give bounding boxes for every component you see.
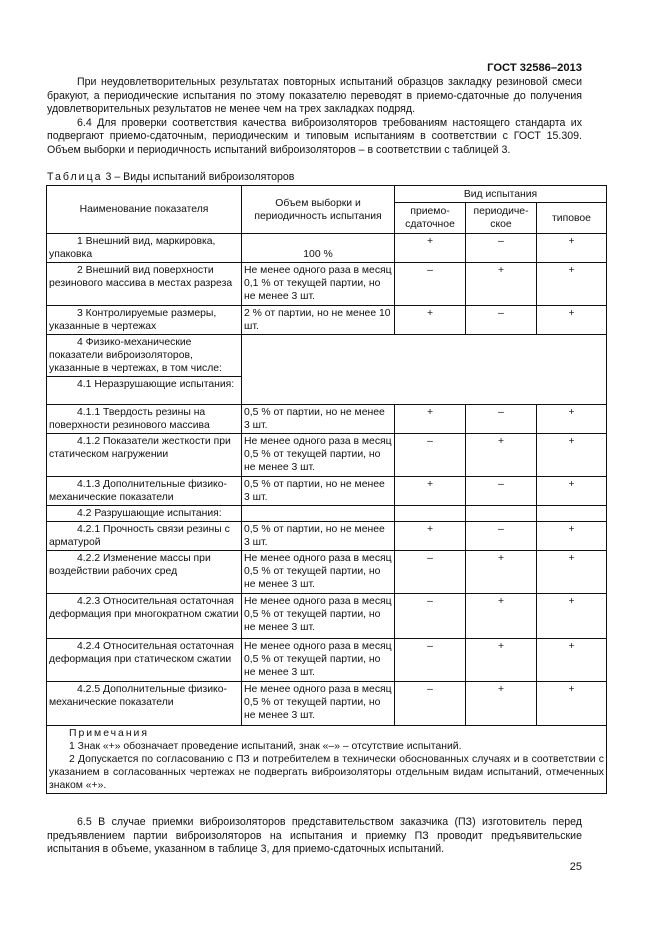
table-row xyxy=(47,522,607,551)
table-row xyxy=(47,477,607,506)
table-row xyxy=(47,434,607,477)
header-periodic: периодиче-ское xyxy=(466,203,537,234)
row-type: + xyxy=(537,405,607,434)
table-row xyxy=(47,306,607,335)
row-name: 4.2.4 Относительная остаточная деформация при статическом сжатии xyxy=(47,639,242,682)
row-name: 2 Внешний вид поверхности резинового массива в местах разреза xyxy=(47,263,242,306)
table-row xyxy=(47,335,607,377)
paragraph-6-4: 6.4 Для проверки соответствия качества виброизоляторов требованиям настоящего стандарта их подвергают приемо-сдаточным, периодическим и типовым испытаниям в соответствии с ГОСТ 15.309. Объем выборки и периодичность испытаний виброизоляторов – в соответствии с таблицей 3. xyxy=(47,116,582,156)
row-type xyxy=(537,506,607,522)
row-volume: Не менее одного раза в месяц 0,5 % от текущей партии, но не менее 3 шт. xyxy=(242,434,395,477)
table-row xyxy=(47,234,607,263)
row-acceptance: – xyxy=(395,263,466,306)
row-acceptance: + xyxy=(395,306,466,335)
row-volume: 0,5 % от партии, но не менее 3 шт. xyxy=(242,522,395,551)
row-name: 1 Внешний вид, маркировка, упаковка xyxy=(47,234,242,263)
row-volume: 2 % от партии, но не менее 10 шт. xyxy=(242,306,395,335)
table-caption-text: 3 – Виды испытаний виброизоляторов xyxy=(105,171,295,183)
row-acceptance: – xyxy=(395,551,466,594)
row-acceptance: + xyxy=(395,234,466,263)
row-volume: Не менее одного раза в месяц 0,5 % от текущей партии, но не менее 3 шт. xyxy=(242,639,395,682)
table-row xyxy=(47,682,607,726)
table-row xyxy=(47,263,607,306)
row-type: + xyxy=(537,306,607,335)
row-name: 4.1 Неразрушающие испытания: xyxy=(47,377,242,405)
row-acceptance xyxy=(395,506,466,522)
row-periodic xyxy=(466,506,537,522)
row-periodic: – xyxy=(466,477,537,506)
row-type: + xyxy=(537,551,607,594)
row-name: 4 Физико-механические показатели виброизоляторов, указанные в чертежах, в том числе: xyxy=(47,335,242,377)
row-volume: Не менее одного раза в месяц 0,5 % от текущей партии, но не менее 3 шт. xyxy=(242,594,395,639)
table-row xyxy=(47,594,607,639)
row-type: + xyxy=(537,522,607,551)
row-name: 4.2.1 Прочность связи резины с арматурой xyxy=(47,522,242,551)
row-name: 3 Контролируемые размеры, указанные в чертежах xyxy=(47,306,242,335)
row-periodic: – xyxy=(466,522,537,551)
row-acceptance: – xyxy=(395,594,466,639)
header-kind: Вид испытания xyxy=(395,186,607,203)
row-name: 4.1.3 Дополнительные физико-механические показатели xyxy=(47,477,242,506)
row-empty-merged xyxy=(242,335,607,405)
row-periodic: + xyxy=(466,682,537,726)
table-row xyxy=(47,506,607,522)
bottom-paragraph-block xyxy=(47,816,582,857)
table-caption-label: Таблица xyxy=(47,171,103,183)
row-volume: Не менее одного раза в месяц 0,5 % от текущей партии, но не менее 3 шт. xyxy=(242,551,395,594)
row-name: 4.2.3 Относительная остаточная деформация при многократном сжатии xyxy=(47,594,242,639)
top-paragraphs xyxy=(47,76,582,157)
row-volume xyxy=(242,506,395,522)
table-row xyxy=(47,551,607,594)
paragraph-retest: При неудовлетворительных результатах повторных испытаний образцов закладку резиновой смеси бракуют, а периодические испытания по этому показателю переводят в приемо-сдаточные до получения удовлетворительных результатов не менее чем на трех закладках подряд. xyxy=(47,76,582,115)
notes-title: Примечания xyxy=(69,728,149,739)
row-acceptance: + xyxy=(395,477,466,506)
table-caption xyxy=(47,171,294,185)
row-name: 4.2.5 Дополнительные физико-механические показатели xyxy=(47,682,242,726)
row-volume: Не менее одного раза в месяц 0,1 % от текущей партии, но не менее 3 шт. xyxy=(242,263,395,306)
row-acceptance: – xyxy=(395,639,466,682)
row-name: 4.1.2 Показатели жесткости при статическом нагружении xyxy=(47,434,242,477)
row-type: + xyxy=(537,477,607,506)
row-periodic: – xyxy=(466,234,537,263)
row-acceptance: – xyxy=(395,434,466,477)
row-periodic: + xyxy=(466,434,537,477)
row-acceptance: + xyxy=(395,405,466,434)
row-name: 4.2 Разрушающие испытания: xyxy=(47,506,242,522)
row-type: + xyxy=(537,434,607,477)
row-periodic: + xyxy=(466,263,537,306)
row-periodic: – xyxy=(466,405,537,434)
table-notes xyxy=(47,726,607,794)
header-acceptance: приемо-сдаточное xyxy=(395,203,466,234)
row-type: + xyxy=(537,594,607,639)
header-type: типовое xyxy=(537,203,607,234)
row-type: + xyxy=(537,682,607,726)
row-acceptance: – xyxy=(395,682,466,726)
page-number: 25 xyxy=(569,861,582,873)
row-acceptance: + xyxy=(395,522,466,551)
note-2: 2 Допускается по согласованию с ПЗ и потребителем в технически обоснованных случаях и в соответствии с указанием в согласованных чертежах не подвергать виброизоляторы отдельным видам испытаний, отмеченных знаком «+». xyxy=(49,754,604,791)
row-periodic: + xyxy=(466,639,537,682)
tests-table xyxy=(46,185,607,794)
table-row xyxy=(47,639,607,682)
row-type: + xyxy=(537,639,607,682)
standard-header: ГОСТ 32586–2013 xyxy=(487,62,582,74)
row-volume: 0,5 % от партии, но не менее 3 шт. xyxy=(242,477,395,506)
notes-row xyxy=(47,726,607,794)
row-type: + xyxy=(537,234,607,263)
paragraph-6-5: 6.5 В случае приемки виброизоляторов представительством заказчика (ПЗ) изготовитель перед предъявлением партии виброизоляторов на испытания и приемку ПЗ проводит предъявительские испытания в объеме, указанном в таблице 3, для приемо-сдаточных испытаний. xyxy=(47,816,582,855)
row-name: 4.1.1 Твердость резины на поверхности резинового массива xyxy=(47,405,242,434)
table-row xyxy=(47,405,607,434)
row-type: + xyxy=(537,263,607,306)
row-periodic: – xyxy=(466,306,537,335)
row-volume: Не менее одного раза в месяц 0,5 % от текущей партии, но не менее 3 шт. xyxy=(242,682,395,726)
row-periodic: + xyxy=(466,551,537,594)
row-volume: 0,5 % от партии, но не менее 3 шт. xyxy=(242,405,395,434)
row-periodic: + xyxy=(466,594,537,639)
note-1: 1 Знак «+» обозначает проведение испытаний, знак «–» – отсутствие испытаний. xyxy=(69,741,462,752)
header-volume: Объем выборки и периодичность испытания xyxy=(242,186,395,234)
row-name: 4.2.2 Изменение массы при воздействии рабочих сред xyxy=(47,551,242,594)
header-name: Наименование показателя xyxy=(47,186,242,234)
row-volume: 100 % xyxy=(242,234,395,263)
